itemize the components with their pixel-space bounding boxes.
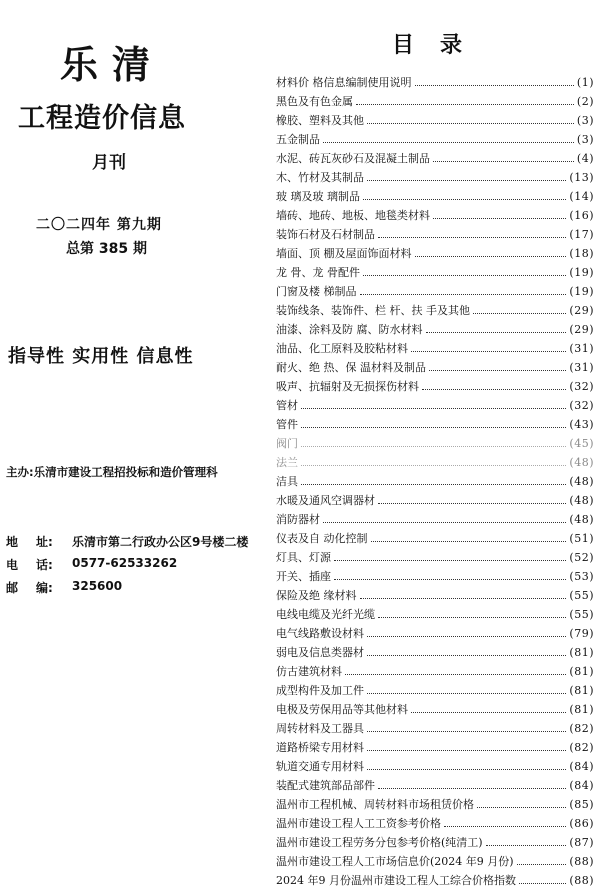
total-issue-number: 总第 385 期: [66, 241, 147, 257]
toc-entry-name: 法兰: [276, 456, 298, 469]
dot-leader: [411, 711, 566, 713]
publication-subtitle: 工程造价信息: [18, 103, 186, 134]
cover-panel: [0, 0, 262, 894]
contact-label-char: 邮: [6, 581, 19, 595]
toc-entry-name: 橡胶、塑料及其他: [276, 114, 364, 127]
toc-entry[interactable]: [276, 659, 594, 678]
toc-entry-page: (86): [569, 817, 594, 830]
toc-entry[interactable]: [276, 564, 594, 583]
toc-entry-page: (43): [569, 418, 594, 431]
toc-entry-page: (1): [576, 76, 594, 89]
dot-leader: [433, 160, 574, 162]
toc-entry-name: 阀门: [276, 437, 298, 450]
toc-entry-page: (13): [569, 171, 594, 184]
publication-title: 乐清: [60, 43, 165, 87]
dot-leader: [367, 654, 566, 656]
toc-entry-name: 木、竹材及其制品: [276, 171, 364, 184]
toc-entry[interactable]: [276, 716, 594, 735]
issue-number: 二〇二四年 第九期: [36, 217, 162, 233]
dot-leader: [477, 806, 566, 808]
dot-leader: [415, 84, 574, 86]
toc-entry-name: 洁具: [276, 475, 298, 488]
toc-entry[interactable]: [276, 526, 594, 545]
toc-entry-name: 油漆、涂料及防 腐、防水材料: [276, 323, 423, 336]
toc-entry-page: (14): [569, 190, 594, 203]
toc-entry-name: 墙砖、地砖、地板、地毯类材料: [276, 209, 430, 222]
dot-leader: [429, 369, 566, 371]
dot-leader: [378, 502, 566, 504]
toc-entry[interactable]: [276, 260, 594, 279]
toc-entry-name: 仿古建筑材料: [276, 665, 342, 678]
toc-entry-page: (45): [569, 437, 594, 450]
dot-leader: [367, 730, 566, 732]
toc-entry-name: 温州市建设工程人工工资参考价格: [276, 817, 441, 830]
toc-entry-page: (85): [569, 798, 594, 811]
toc-entry-page: (55): [569, 589, 594, 602]
dot-leader: [426, 331, 567, 333]
toc-entry-name: 水泥、砖瓦灰砂石及混凝土制品: [276, 152, 430, 165]
slogan: 指导性 实用性 信息性: [8, 346, 194, 367]
toc-entry-name: 消防器材: [276, 513, 320, 526]
dot-leader: [433, 217, 566, 219]
toc-entry-page: (55): [569, 608, 594, 621]
toc-entry[interactable]: [276, 431, 594, 450]
toc-entry-page: (79): [569, 627, 594, 640]
toc-entry-name: 装配式建筑部品部件: [276, 779, 375, 792]
toc-entry-page: (3): [576, 133, 594, 146]
dot-leader: [334, 559, 566, 561]
toc-entry-page: (17): [569, 228, 594, 241]
toc-entry-name: 吸声、抗辐射及无损探伤材料: [276, 380, 419, 393]
toc-entry-page: (84): [569, 779, 594, 792]
host-organization: 主办:乐清市建设工程招投标和造价管理科: [6, 465, 218, 479]
contact-address: [6, 533, 248, 550]
dot-leader: [411, 350, 566, 352]
dot-leader: [360, 597, 567, 599]
toc-entry[interactable]: [276, 545, 594, 564]
toc-entry-name: 开关、插座: [276, 570, 331, 583]
toc-entry[interactable]: [276, 792, 594, 811]
toc-entry[interactable]: [276, 298, 594, 317]
toc-entry-page: (19): [569, 285, 594, 298]
toc-entry-name: 管件: [276, 418, 298, 431]
toc-entry-page: (48): [569, 475, 594, 488]
toc-entry[interactable]: [276, 412, 594, 431]
toc-entry-name: 电气线路敷设材料: [276, 627, 364, 640]
toc-entry-name: 五金制品: [276, 133, 320, 146]
toc-entry-page: (32): [569, 380, 594, 393]
toc-entry-name: 温州市工程机械、周转材料市场租赁价格: [276, 798, 474, 811]
toc-entry[interactable]: [276, 393, 594, 412]
dot-leader: [367, 179, 566, 181]
toc-entry[interactable]: [276, 773, 594, 792]
dot-leader: [415, 255, 567, 257]
toc-entry[interactable]: [276, 507, 594, 526]
toc-entry-page: (81): [569, 665, 594, 678]
dot-leader: [378, 236, 566, 238]
toc-entry-name: 道路桥梁专用材料: [276, 741, 364, 754]
toc-entry[interactable]: [276, 868, 594, 887]
contact-label-char: 址:: [36, 535, 53, 549]
toc-entry-name: 灯具、灯源: [276, 551, 331, 564]
toc-entry-page: (19): [569, 266, 594, 279]
toc-entry[interactable]: [276, 184, 594, 203]
dot-leader: [334, 578, 566, 580]
dot-leader: [301, 445, 566, 447]
dot-leader: [363, 274, 566, 276]
contact-value: 乐清市第二行政办公区9号楼二楼: [72, 535, 249, 549]
dot-leader: [473, 312, 566, 314]
dot-leader: [367, 122, 574, 124]
contact-label-char: 地: [6, 535, 19, 549]
toc-entry-name: 管材: [276, 399, 298, 412]
toc-entry[interactable]: [276, 583, 594, 602]
toc-entry[interactable]: [276, 450, 594, 469]
toc-entry-name: 油品、化工原料及胶粘材料: [276, 342, 408, 355]
contact-label-char: 电: [6, 558, 19, 572]
toc-entry[interactable]: [276, 640, 594, 659]
contact-postcode: [6, 579, 122, 596]
dot-leader: [517, 863, 567, 865]
toc-entry[interactable]: [276, 317, 594, 336]
toc-entry[interactable]: [276, 355, 594, 374]
toc-entry-name: 龙 骨、龙 骨配件: [276, 266, 360, 279]
toc-entry-name: 弱电及信息类器材: [276, 646, 364, 659]
toc-entry-page: (88): [569, 855, 594, 868]
toc-entry[interactable]: [276, 621, 594, 640]
toc-entry[interactable]: [276, 830, 594, 849]
toc-entry-page: (53): [569, 570, 594, 583]
toc-entry-name: 装饰石材及石材制品: [276, 228, 375, 241]
toc-title: 目录: [392, 33, 489, 58]
dot-leader: [345, 673, 566, 675]
toc-entry[interactable]: [276, 222, 594, 241]
contact-label-char: 话:: [36, 558, 53, 572]
dot-leader: [378, 616, 566, 618]
toc-entry-page: (81): [569, 703, 594, 716]
toc-entry-page: (82): [569, 741, 594, 754]
toc-entry-name: 成型构件及加工件: [276, 684, 364, 697]
toc-entry-name: 2024 年9 月份温州市建设工程人工综合价格指数: [276, 874, 516, 887]
toc-entry-name: 门窗及楼 梯制品: [276, 285, 357, 298]
contact-phone: [6, 556, 177, 573]
toc-entry[interactable]: [276, 165, 594, 184]
toc-entry-name: 墙面、顶 棚及屋面饰面材料: [276, 247, 412, 260]
contact-value: 0577-62533262: [72, 556, 178, 570]
toc-entry[interactable]: [276, 754, 594, 773]
table-of-contents: [276, 70, 594, 887]
toc-entry-name: 周转材料及工器具: [276, 722, 364, 735]
toc-entry-page: (88): [569, 874, 594, 887]
toc-entry[interactable]: [276, 279, 594, 298]
contact-value: 325600: [72, 579, 123, 593]
toc-entry[interactable]: [276, 602, 594, 621]
dot-leader: [378, 787, 566, 789]
toc-entry-name: 保险及绝 缘材料: [276, 589, 357, 602]
toc-entry[interactable]: [276, 127, 594, 146]
toc-entry-page: (48): [569, 456, 594, 469]
toc-entry[interactable]: [276, 203, 594, 222]
toc-entry-page: (31): [569, 342, 594, 355]
dot-leader: [422, 388, 566, 390]
toc-entry-page: (84): [569, 760, 594, 773]
toc-entry[interactable]: [276, 697, 594, 716]
toc-entry-name: 温州市建设工程劳务分包参考价格(纯清工): [276, 836, 483, 849]
toc-entry[interactable]: [276, 70, 594, 89]
toc-entry[interactable]: [276, 811, 594, 830]
toc-entry-name: 耐火、绝 热、保 温材料及制品: [276, 361, 426, 374]
toc-entry-name: 装饰线条、装饰件、栏 杆、扶 手及其他: [276, 304, 470, 317]
dot-leader: [360, 293, 567, 295]
toc-entry[interactable]: [276, 146, 594, 165]
dot-leader: [301, 483, 566, 485]
toc-entry-page: (48): [569, 513, 594, 526]
dot-leader: [323, 521, 566, 523]
toc-entry-page: (31): [569, 361, 594, 374]
dot-leader: [367, 749, 566, 751]
toc-entry-page: (81): [569, 646, 594, 659]
toc-entry-page: (48): [569, 494, 594, 507]
dot-leader: [367, 635, 566, 637]
toc-entry-page: (81): [569, 684, 594, 697]
toc-entry-name: 玻 璃及玻 璃制品: [276, 190, 360, 203]
toc-entry-name: 电极及劳保用品等其他材料: [276, 703, 408, 716]
dot-leader: [486, 844, 567, 846]
dot-leader: [363, 198, 566, 200]
toc-entry[interactable]: [276, 89, 594, 108]
toc-entry[interactable]: [276, 469, 594, 488]
toc-entry-page: (29): [569, 323, 594, 336]
toc-entry-page: (51): [569, 532, 594, 545]
toc-entry-page: (52): [569, 551, 594, 564]
toc-entry[interactable]: [276, 336, 594, 355]
toc-entry[interactable]: [276, 241, 594, 260]
toc-entry-page: (29): [569, 304, 594, 317]
toc-entry[interactable]: [276, 678, 594, 697]
dot-leader: [519, 882, 566, 884]
toc-entry-name: 温州市建设工程人工市场信息价(2024 年9 月份): [276, 855, 514, 868]
toc-entry-name: 轨道交通专用材料: [276, 760, 364, 773]
contact-label-char: 编:: [36, 581, 53, 595]
dot-leader: [356, 103, 574, 105]
toc-entry-page: (82): [569, 722, 594, 735]
toc-entry-name: 电线电缆及光纤光缆: [276, 608, 375, 621]
toc-entry-name: 黑色及有色金属: [276, 95, 353, 108]
toc-entry-name: 水暖及通风空调器材: [276, 494, 375, 507]
dot-leader: [367, 692, 566, 694]
toc-entry[interactable]: [276, 849, 594, 868]
toc-entry[interactable]: [276, 735, 594, 754]
toc-entry[interactable]: [276, 488, 594, 507]
dot-leader: [301, 426, 566, 428]
toc-entry-page: (32): [569, 399, 594, 412]
toc-entry-page: (18): [569, 247, 594, 260]
toc-entry-page: (2): [576, 95, 594, 108]
toc-entry-page: (3): [576, 114, 594, 127]
dot-leader: [301, 464, 566, 466]
dot-leader: [367, 768, 566, 770]
toc-entry-name: 仪表及自 动化控制: [276, 532, 368, 545]
publication-frequency: 月刊: [92, 153, 126, 173]
toc-entry-page: (4): [576, 152, 594, 165]
dot-leader: [371, 540, 567, 542]
toc-entry[interactable]: [276, 374, 594, 393]
dot-leader: [301, 407, 566, 409]
dot-leader: [323, 141, 574, 143]
toc-entry-name: 材料价 格信息编制使用说明: [276, 76, 412, 89]
toc-entry[interactable]: [276, 108, 594, 127]
dot-leader: [444, 825, 566, 827]
toc-entry-page: (87): [569, 836, 594, 849]
toc-entry-page: (16): [569, 209, 594, 222]
